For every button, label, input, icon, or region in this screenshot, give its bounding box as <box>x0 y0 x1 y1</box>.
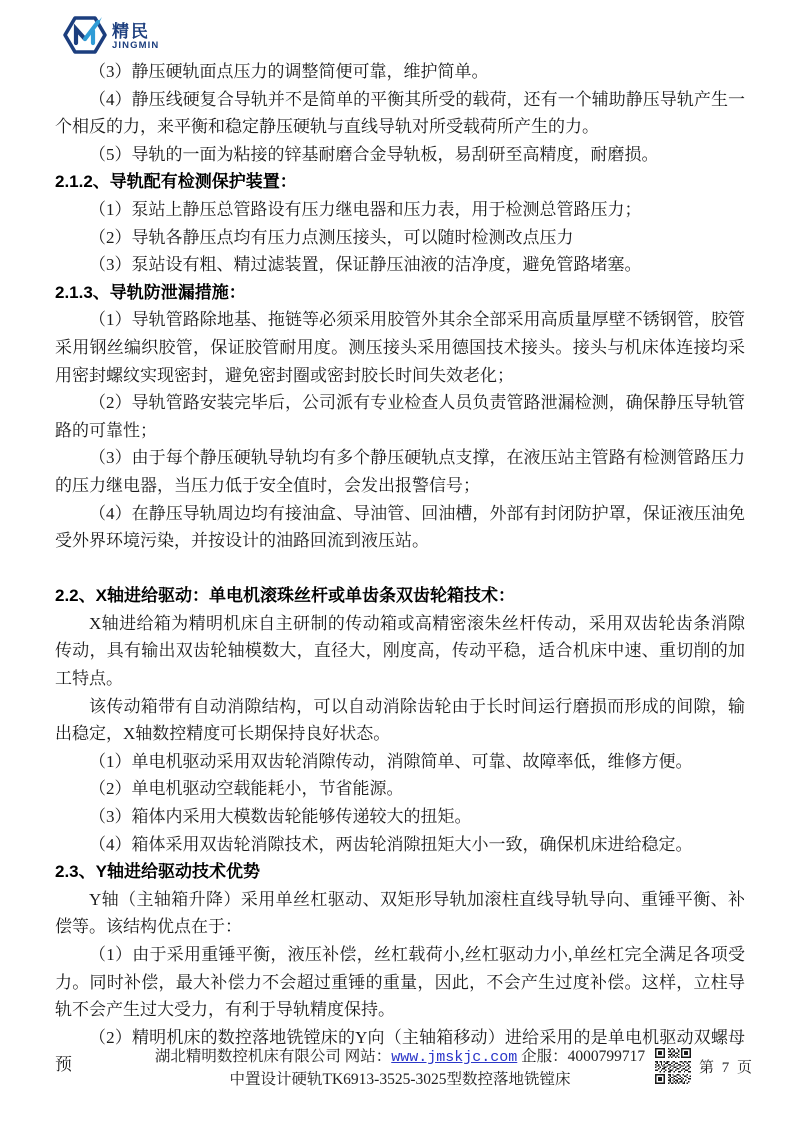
body-paragraph: （4）静压线硬复合导轨并不是简单的平衡其所受的载荷，还有一个辅助静压导轨产生一个相反的力，来平衡和稳定静压硬轨与直线导轨对所受载荷所产生的力。 <box>55 89 745 137</box>
company-logo <box>62 14 159 56</box>
page-number: 第 7 页 <box>699 1060 755 1076</box>
body-paragraph: X轴进给箱为精明机床自主研制的传动箱或高精密滚朱丝杆传动，采用双齿轮齿条消隙传动，具有输出双齿轮轴模数大，直径大，刚度高，传动平稳，适合机床中速、重切削的加工特点。 <box>55 613 745 689</box>
body-paragraph: （1）泵站上静压总管路设有压力继电器和压力表，用于检测总管路压力； <box>89 199 642 219</box>
section-heading: 2.3、Y轴进给驱动技术优势 <box>55 862 260 882</box>
body-paragraph: （4）箱体采用双齿轮消隙技术，两齿轮消隙扭矩大小一致，确保机床进给稳定。 <box>89 834 693 854</box>
body-paragraph: 该传动箱带有自动消隙结构，可以自动消除齿轮由于长时间运行磨损而形成的间隙，输出稳定，X轴数控精度可长期保持良好状态。 <box>55 696 745 744</box>
logo-hexagon-icon <box>62 14 108 56</box>
body-paragraph: （2）导轨管路安装完毕后，公司派有专业检查人员负责管路泄漏检测，确保静压导轨管路的可靠性； <box>55 393 745 440</box>
body-paragraph: （2）精明机床的数控落地铣镗床的Y向（主轴箱移动）进给采用的是单电机驱动双螺母预 <box>55 1027 745 1075</box>
body-paragraph: Y轴（主轴箱升降）采用单丝杠驱动、双矩形导轨加滚柱直线导轨导向、重锤平衡、补偿等。该结构优点在于： <box>55 889 745 937</box>
website-link[interactable]: www.jmskjc.com <box>391 1049 518 1066</box>
qr-code-icon <box>655 1048 691 1084</box>
body-paragraph: （1）导轨管路除地基、拖链等必须采用胶管外其余全部采用高质量厚壁不锈钢管，胶管采用钢丝编织胶管，保证胶管耐用度。测压接头采用德国技术接头。接头与机床体连接均采用密封螺纹实现密封，避免密封圈或密封胶长时间失效老化； <box>55 310 745 385</box>
footer-website-label: 网站： <box>344 1048 392 1065</box>
document-content <box>55 58 745 1079</box>
logo-company-name-en: JINGMIN <box>112 40 160 52</box>
body-paragraph: （4）在静压导轨周边均有接油盒、导油管、回油槽，外部有封闭防护罩，保证液压油免受外界环境污染，并按设计的油路回流到液压站。 <box>55 503 745 551</box>
section-heading: 2.1.3、导轨防泄漏措施： <box>55 282 246 302</box>
body-paragraph: （3）泵站设有粗、精过滤装置，保证静压油液的洁净度，避免管路堵塞。 <box>89 255 642 275</box>
footer-company-name: 湖北精明数控机床有限公司 <box>154 1048 341 1065</box>
body-paragraph: （3）静压硬轨面点压力的调整简便可靠，维护简单。 <box>89 62 489 81</box>
body-paragraph: （1）单电机驱动采用双齿轮消隙传动，消隙简单、可靠、故障率低，维修方便。 <box>89 751 693 771</box>
section-heading: 2.1.2、导轨配有检测保护装置： <box>55 172 297 192</box>
body-paragraph: （3）由于每个静压硬轨导轨均有多个静压硬轨点支撑，在液压站主管路有检测管路压力的压力继电器，当压力低于安全值时，会发出报警信号； <box>55 448 745 495</box>
body-paragraph: （5）导轨的一面为粘接的锌基耐磨合金导轨板，易刮研至高精度，耐磨损。 <box>89 144 659 164</box>
footer-product-line: 中置设计硬轨TK6913-3525-3025型数控落地铣镗床 <box>229 1071 571 1088</box>
logo-company-name-zh: 精民 <box>112 22 150 42</box>
body-paragraph: （3）箱体内采用大模数齿轮能够传递较大的扭矩。 <box>89 807 472 827</box>
section-heading: 2.2、X轴进给驱动：单电机滚珠丝杆或单齿条双齿轮箱技术： <box>55 586 515 606</box>
logo-wordmark <box>112 23 159 51</box>
footer-service-label: 企服： <box>521 1048 568 1065</box>
paragraph-spacer <box>55 555 745 583</box>
body-paragraph: （2）导轨各静压点均有压力点测压接头，可以随时检测改点压力 <box>89 227 574 247</box>
body-paragraph: （2）单电机驱动空载能耗小，节省能源。 <box>89 779 404 799</box>
footer-service-phone: 4000799717 <box>567 1048 646 1065</box>
body-paragraph: （1）由于采用重锤平衡，液压补偿，丝杠载荷小,丝杠驱动力小,单丝杠完全满足各项受力。同时补偿，最大补偿力不会超过重锤的重量，因此，不会产生过度补偿。这样，立柱导轨不会产生过大受力，有利于导轨精度保持。 <box>55 945 745 1020</box>
page-footer <box>0 1046 800 1106</box>
